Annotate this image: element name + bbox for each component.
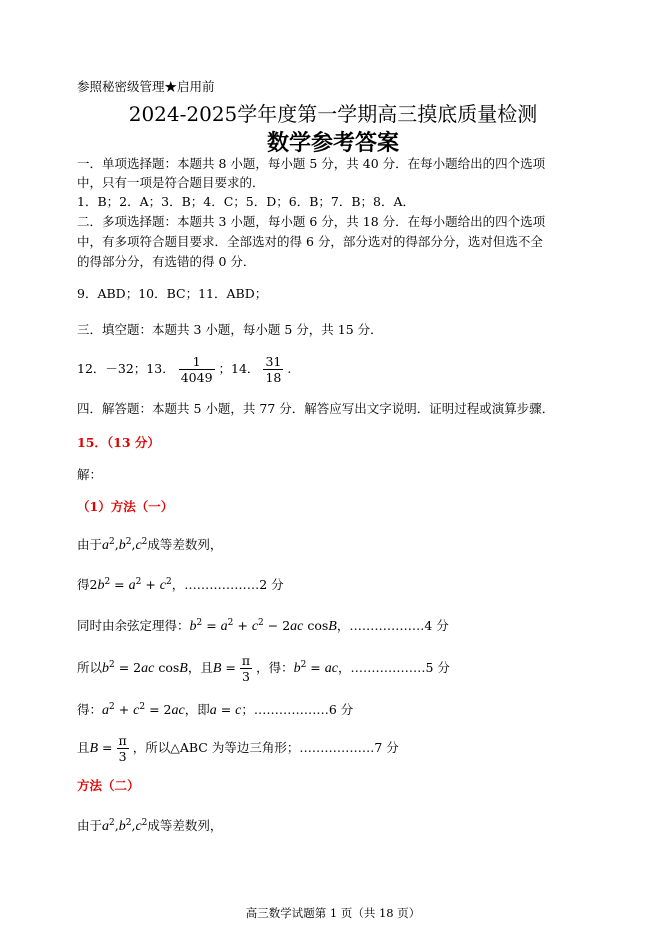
fraction-14-denominator: 18 (265, 370, 282, 385)
step1-prefix: 由于 (77, 537, 103, 553)
section4-intro: 四．解答题：本题共 5 小题，共 77 分．解答应写出文字说明．证明过程或演算步骤． (77, 401, 555, 416)
step3-prefix: 同时由余弦定理得： (77, 618, 190, 634)
answer-14-label: ；14． (218, 361, 260, 376)
pi-numerator: π (241, 653, 251, 669)
page-footer: 高三数学试题第 1 页（共 18 页） (245, 906, 421, 920)
q15-step2: 得$2b^2 = a^2 + c^2$，………………2 分 (77, 577, 284, 594)
step5-mid: ，即 (184, 702, 210, 718)
q15-step7: 由于$a^2,b^2,c^2$成等差数列， (77, 818, 223, 835)
pi-over-3-fraction-2 (117, 733, 129, 764)
fraction-13 (179, 354, 215, 385)
step4-mid2: ，得： (256, 660, 294, 676)
section2-intro: 二．多项选择题：本题共 3 小题，每小题 6 分，共 18 分．在每小题给出的四个选项 (77, 214, 546, 229)
section1-intro: 一．单项选择题：本题共 8 小题，每小题 5 分，共 40 分．在每小题给出的四个选项 (77, 156, 546, 171)
step4-prefix: 所以 (77, 660, 103, 676)
step5-score: ；………………6 分 (241, 702, 354, 718)
three-denominator: 3 (241, 669, 250, 685)
exam-title: 2024-2025学年度第一学期高三摸底质量检测 (128, 102, 538, 126)
step4-mid: ，且 (187, 660, 213, 676)
step6-conclusion: ，所以△ABC 为等边三角形；………………7 分 (132, 740, 399, 755)
three-denominator: 3 (118, 749, 127, 764)
section3-intro: 三．填空题：本题共 3 小题，每小题 5 分，共 15 分． (77, 322, 383, 337)
q15-step3: 同时由余弦定理得：$b^2 = a^2 + c^2 - 2ac$ cosB，………………4 分 (77, 618, 449, 635)
pi-over-3-fraction (240, 653, 252, 684)
section2-intro2: 中，有多项符合题目要求．全部选对的得 6 分，部分选对的得部分分，选对但选不全 (77, 234, 543, 249)
q15-step1: 由于$a^2,b^2,c^2$成等差数列， (77, 537, 223, 554)
step5-prefix: 得： (77, 702, 103, 718)
q15-step4: 所以$b^2 = 2ac$ cosB，且B = $\frac{\pi}{3}$ ，得：$b^2$ = ac，………………5 分 (77, 653, 450, 685)
q15-method2: 方法（二） (77, 778, 140, 793)
fraction-13-denominator: 4049 (180, 370, 213, 385)
answer-key-title: 数学参考答案 (266, 130, 399, 156)
pi-numerator: π (118, 733, 127, 748)
section3-answers: 12．－32；13． $\frac{1}{4049}$ ；14． $\frac{31}{18}$ . (77, 354, 292, 385)
section2-intro3: 的得部分分，有选错的得 0 分． (77, 254, 256, 269)
section2-answers: 9．ABD；10．BC；11．ABD； (77, 286, 268, 301)
section1-intro2: 中，只有一项是符合题目要求的． (77, 175, 265, 190)
step2-prefix: 得 (77, 577, 90, 593)
fraction-13-numerator: 1 (179, 354, 215, 370)
q15-step6: 且B = $\frac{\pi}{3}$ ，所以△ABC 为等边三角形；………………7 分 (77, 733, 399, 764)
step1-suffix: 成等差数列， (147, 537, 223, 553)
q15-step5: 得：$a^2 + c^2 = 2ac$，即a = c；………………6 分 (77, 702, 354, 719)
confidential-label: 参照秘密级管理★启用前 (77, 79, 215, 94)
step2-score: ，………………2 分 (171, 577, 284, 593)
q15-heading: 15．（13 分） (77, 435, 160, 450)
step7-suffix: 成等差数列， (147, 818, 223, 834)
section1-answers: 1．B；2．A；3．B；4．C；5．D；6．B；7．B；8．A． (77, 194, 416, 209)
answer-12-13-label: 12．－32；13． (77, 361, 175, 376)
step3-score: ，………………4 分 (336, 618, 449, 634)
fraction-14 (263, 354, 283, 385)
step6-prefix: 且 (77, 740, 90, 755)
fraction-14-numerator: 31 (265, 354, 282, 369)
step4-score: ，………………5 分 (337, 660, 450, 676)
q15-method1: （1）方法（一） (77, 499, 174, 514)
step7-prefix: 由于 (77, 818, 103, 834)
q15-jie: 解： (77, 467, 103, 482)
